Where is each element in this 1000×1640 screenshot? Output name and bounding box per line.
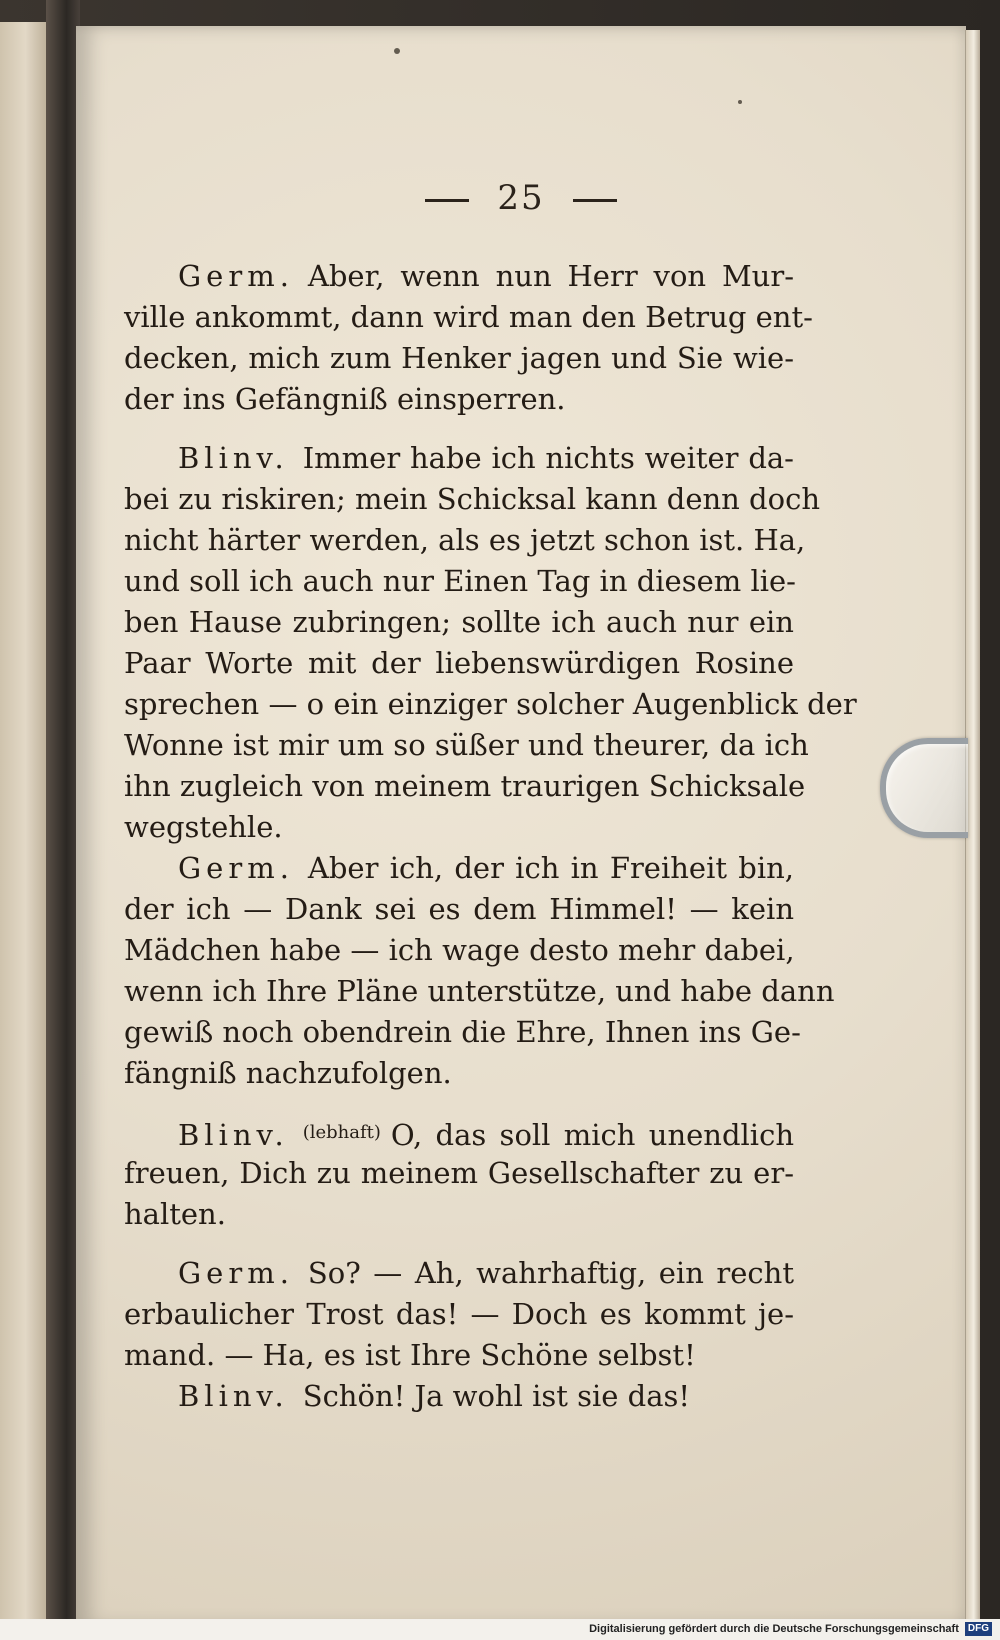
text-line: [124, 438, 794, 479]
text-line: Paar Worte mit der liebenswürdigen Rosine: [124, 646, 794, 680]
text-line: Mädchen habe — ich wage desto mehr dabei,: [124, 933, 795, 967]
speaker-name: Blinv.: [178, 1118, 289, 1152]
line-text: So? — Ah, wahrhaftig, ein recht: [307, 1256, 794, 1290]
text-line: mand. — Ha, es ist Ihre Schöne selbst!: [124, 1338, 696, 1372]
text-line: Wonne ist mir um so süßer und theurer, da ich: [124, 728, 809, 762]
text-line: sprechen — o ein einziger solcher Augenblick der: [124, 687, 857, 721]
text-line: [124, 1376, 794, 1417]
text-line: der ich — Dank sei es dem Himmel! — kein: [124, 892, 794, 926]
text-line: ihn zugleich von meinem traurigen Schicksale: [124, 769, 806, 803]
paragraph-gap: [124, 420, 794, 438]
text-line: wenn ich Ihre Pläne unterstütze, und habe dann: [124, 974, 835, 1008]
paper-clip: [880, 738, 968, 838]
text-line: [124, 848, 794, 889]
facing-page-edge: [0, 22, 48, 1622]
book-page: [76, 26, 966, 1626]
speaker-name: Germ.: [178, 259, 294, 293]
line-text: Immer habe ich nichts weiter da-: [302, 441, 794, 475]
text-line: decken, mich zum Henker jagen und Sie wie-: [124, 341, 794, 375]
digitization-footer: [0, 1619, 1000, 1640]
paragraph-gap: [124, 1235, 794, 1253]
text-line: halten.: [124, 1197, 226, 1231]
line-text: Aber, wenn nun Herr von Mur-: [307, 259, 794, 293]
page-number: [76, 178, 966, 218]
paragraph-gap: [124, 1094, 794, 1112]
page-number-value: 25: [497, 178, 545, 218]
ink-speck: [394, 48, 400, 54]
text-line: fängniß nachzufolgen.: [124, 1056, 452, 1090]
stage-direction: (lebhaft): [302, 1122, 381, 1143]
text-line: freuen, Dich zu meinem Gesellschafter zu er-: [124, 1156, 794, 1190]
ink-speck: [738, 100, 742, 104]
dfg-logo: DFG: [965, 1622, 992, 1636]
text-line: bei zu riskiren; mein Schicksal kann denn doch: [124, 482, 820, 516]
text-line: ville ankommt, dann wird man den Betrug ent-: [124, 300, 813, 334]
text-line: und soll ich auch nur Einen Tag in diesem lie-: [124, 564, 796, 598]
text-line: nicht härter werden, als es jetzt schon ist. Ha,: [124, 523, 806, 557]
text-line: gewiß noch obendrein die Ehre, Ihnen ins Ge-: [124, 1015, 801, 1049]
page-number-dash-right: [573, 199, 617, 202]
text-line: erbaulicher Trost das! — Doch es kommt je-: [124, 1297, 794, 1331]
page-number-dash-left: [425, 199, 469, 202]
text-line: [124, 1253, 794, 1294]
speaker-name: Blinv.: [178, 441, 289, 475]
text-line: wegstehle.: [124, 810, 283, 844]
speaker-name: Germ.: [178, 1256, 294, 1290]
text-line: ben Hause zubringen; sollte ich auch nur ein: [124, 605, 794, 639]
line-text: O, das soll mich unendlich: [390, 1118, 794, 1152]
text-line: [124, 1112, 794, 1153]
line-text: Schön! Ja wohl ist sie das!: [302, 1379, 691, 1413]
speaker-name: Blinv.: [178, 1379, 289, 1413]
text-line: der ins Gefängniß einsperren.: [124, 382, 566, 416]
book-gutter: [46, 0, 80, 1640]
line-text: Aber ich, der ich in Freiheit bin,: [307, 851, 794, 885]
body-text: [124, 256, 857, 1417]
footer-credit: Digitalisierung gefördert durch die Deutsche Forschungsgemeinschaft: [589, 1623, 959, 1635]
text-line: [124, 256, 794, 297]
speaker-name: Germ.: [178, 851, 294, 885]
